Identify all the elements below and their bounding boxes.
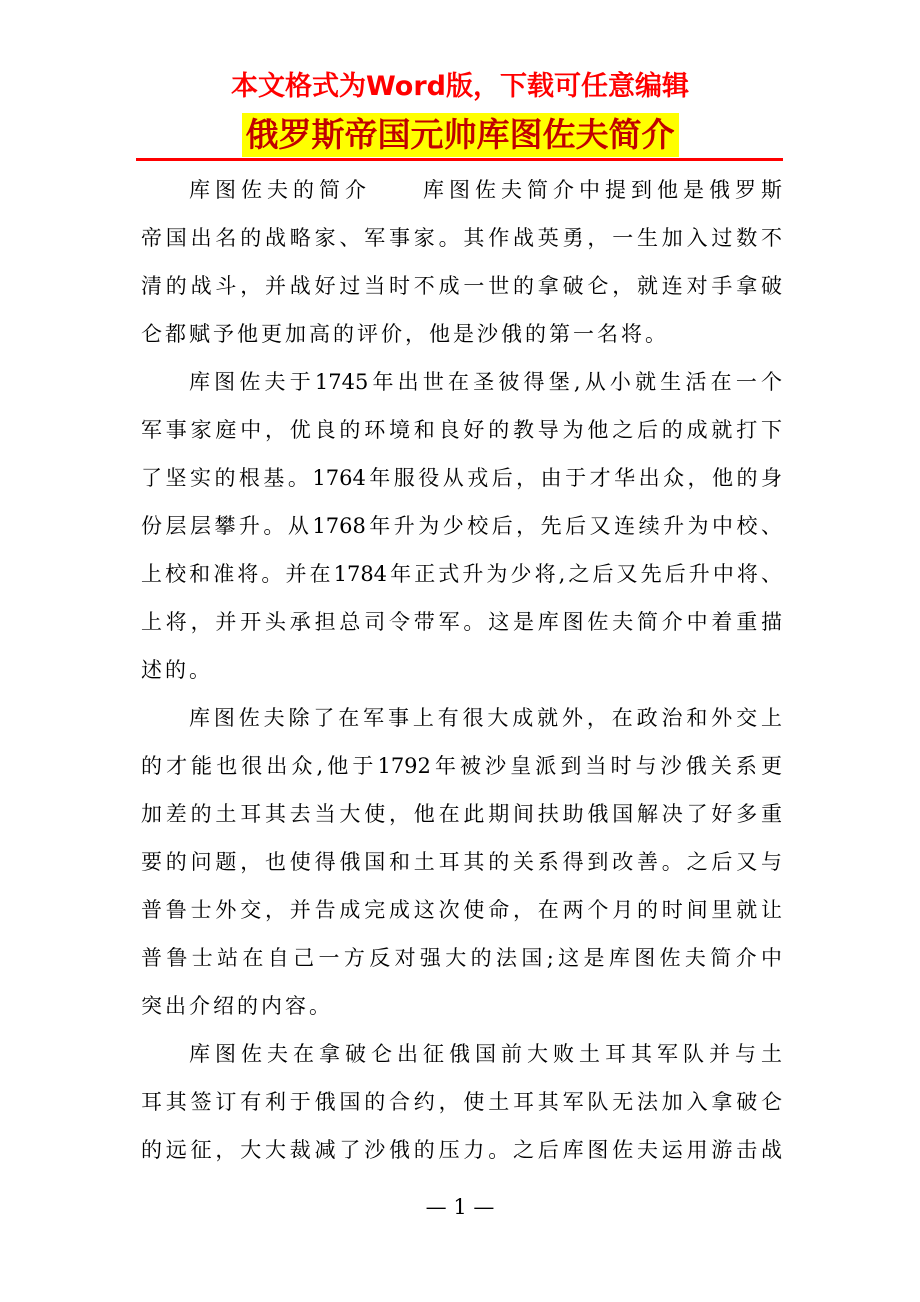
paragraph-line: 军事家庭中，优良的环境和良好的教导为他之后的成就打下 (141, 418, 782, 442)
paragraph-line: 上校和准将。并在1784年正式升为少将,之后又先后升中将、 (141, 562, 782, 586)
paragraph-line: 耳其签订有利于俄国的合约，使土耳其军队无法加入拿破仑 (141, 1090, 782, 1114)
page-number: — 1 — (425, 1195, 495, 1219)
paragraph-line: 的才能也很出众,他于1792年被沙皇派到当时与沙俄关系更 (141, 754, 782, 778)
paragraph-line: 要的问题，也使得俄国和土耳其的关系得到改善。之后又与 (141, 850, 782, 874)
paragraph-line: 仑都赋予他更加高的评价，他是沙俄的第一名将。 (141, 322, 669, 346)
title-container (0, 113, 920, 157)
paragraph-line: 普鲁士外交，并告成完成这次使命，在两个月的时间里就让 (141, 898, 782, 922)
paragraph-line: 的远征，大大裁减了沙俄的压力。之后库图佐夫运用游击战 (141, 1138, 782, 1162)
paragraph-line: 上将，并开头承担总司令带军。这是库图佐夫简介中着重描 (141, 610, 782, 634)
title-divider (136, 158, 783, 161)
paragraph-line: 库图佐夫的简介 库图佐夫简介中提到他是俄罗斯 (189, 178, 782, 202)
format-notice: 本文格式为Word版，下载可任意编辑 (230, 71, 689, 102)
paragraph-line: 突出介绍的内容。 (141, 994, 333, 1018)
paragraph-line: 份层层攀升。从1768年升为少校后，先后又连续升为中校、 (141, 514, 782, 538)
paragraph-line: 库图佐夫于1745年出世在圣彼得堡,从小就生活在一个 (189, 370, 782, 394)
paragraph-line: 清的战斗，并战好过当时不成一世的拿破仑，就连对手拿破 (141, 274, 782, 298)
paragraph (141, 1030, 782, 1174)
paragraph-line: 普鲁士站在自己一方反对强大的法国;这是库图佐夫简介中 (141, 946, 782, 970)
paragraph (141, 358, 782, 694)
paragraph-line: 库图佐夫除了在军事上有很大成就外，在政治和外交上 (189, 706, 782, 730)
document-body (141, 166, 782, 1174)
paragraph (141, 166, 782, 358)
paragraph-line: 帝国出名的战略家、军事家。其作战英勇，一生加入过数不 (141, 226, 782, 250)
paragraph-line: 了坚实的根基。1764年服役从戎后，由于才华出众，他的身 (141, 466, 782, 490)
paragraph (141, 694, 782, 1030)
paragraph-line: 述的。 (141, 658, 213, 682)
paragraph-line: 加差的土耳其去当大使，他在此期间扶助俄国解决了好多重 (141, 802, 782, 826)
paragraph-line: 库图佐夫在拿破仑出征俄国前大败土耳其军队并与土 (189, 1042, 782, 1066)
document-title: 俄罗斯帝国元帅库图佐夫简介 (242, 113, 679, 157)
